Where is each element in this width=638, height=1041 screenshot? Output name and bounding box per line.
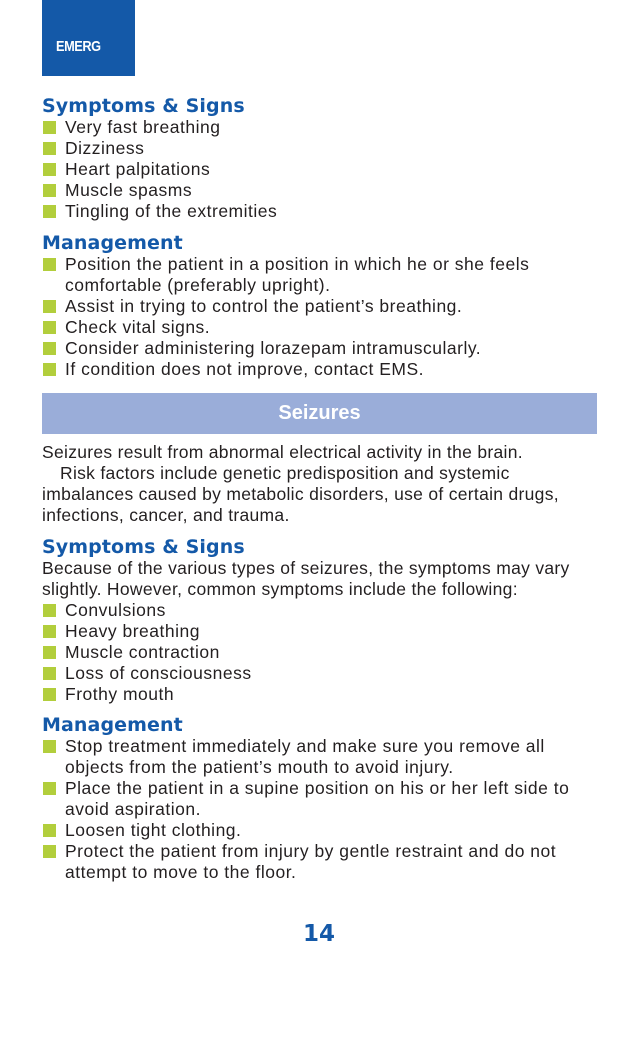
seizures-symptoms — [42, 536, 598, 705]
bullet-square-icon — [43, 824, 56, 837]
risk-factors-paragraph: Risk factors include genetic predisposition and systemic imbalances caused by metabolic disorders, use of certain drugs, infections, cancer, and trauma. — [42, 463, 559, 525]
symptoms-heading: Symptoms & Signs — [42, 536, 245, 558]
section1-management — [42, 232, 598, 380]
bullet-square-icon — [43, 205, 56, 218]
list-item: Tingling of the extremities — [42, 201, 598, 222]
list-item: Loss of consciousness — [42, 663, 598, 684]
seizures-intro — [42, 442, 598, 526]
list-item: Position the patient in a position in which he or she feels comfortable (preferably upright). — [42, 254, 598, 296]
symptoms-intro: Because of the various types of seizures, the symptoms may vary slightly. However, common symptoms include the following: — [42, 558, 570, 599]
section1-symptoms — [42, 95, 598, 222]
intro-paragraph: Seizures result from abnormal electrical activity in the brain. — [42, 442, 523, 462]
list-item: Stop treatment immediately and make sure you remove all objects from the patient’s mouth to avoid injury. — [42, 736, 598, 778]
seizures-title: Seizures — [278, 402, 361, 424]
bullet-square-icon — [43, 121, 56, 134]
bullet-square-icon — [43, 342, 56, 355]
bullet-square-icon — [43, 625, 56, 638]
bullet-square-icon — [43, 740, 56, 753]
list-item: Frothy mouth — [42, 684, 598, 705]
management-list — [42, 254, 598, 380]
section-tab — [42, 0, 135, 76]
list-item: Consider administering lorazepam intramuscularly. — [42, 338, 598, 359]
seizures-management — [42, 714, 598, 883]
list-item: Muscle spasms — [42, 180, 598, 201]
list-item: Very fast breathing — [42, 117, 598, 138]
management-heading: Management — [42, 232, 183, 254]
list-item: If condition does not improve, contact EMS. — [42, 359, 598, 380]
list-item: Dizziness — [42, 138, 598, 159]
list-item: Protect the patient from injury by gentle restraint and do not attempt to move to the floor. — [42, 841, 598, 883]
seizures-banner — [42, 393, 597, 434]
bullet-square-icon — [43, 688, 56, 701]
management-heading: Management — [42, 714, 183, 736]
list-item: Place the patient in a supine position on his or her left side to avoid aspiration. — [42, 778, 598, 820]
list-item: Heavy breathing — [42, 621, 598, 642]
bullet-square-icon — [43, 604, 56, 617]
list-item: Heart palpitations — [42, 159, 598, 180]
bullet-square-icon — [43, 363, 56, 376]
bullet-square-icon — [43, 782, 56, 795]
symptoms-list — [42, 117, 598, 222]
bullet-square-icon — [43, 163, 56, 176]
management-list — [42, 736, 598, 883]
list-item: Loosen tight clothing. — [42, 820, 598, 841]
symptoms-list — [42, 600, 598, 705]
bullet-square-icon — [43, 667, 56, 680]
bullet-square-icon — [43, 142, 56, 155]
bullet-square-icon — [43, 845, 56, 858]
page-number: 14 — [302, 921, 335, 947]
bullet-square-icon — [43, 646, 56, 659]
section-tab-label: EMERG — [56, 38, 101, 55]
bullet-square-icon — [43, 321, 56, 334]
bullet-square-icon — [43, 258, 56, 271]
list-item: Check vital signs. — [42, 317, 598, 338]
list-item: Assist in trying to control the patient’s breathing. — [42, 296, 598, 317]
list-item: Convulsions — [42, 600, 598, 621]
list-item: Muscle contraction — [42, 642, 598, 663]
bullet-square-icon — [43, 300, 56, 313]
bullet-square-icon — [43, 184, 56, 197]
symptoms-heading: Symptoms & Signs — [42, 95, 245, 117]
